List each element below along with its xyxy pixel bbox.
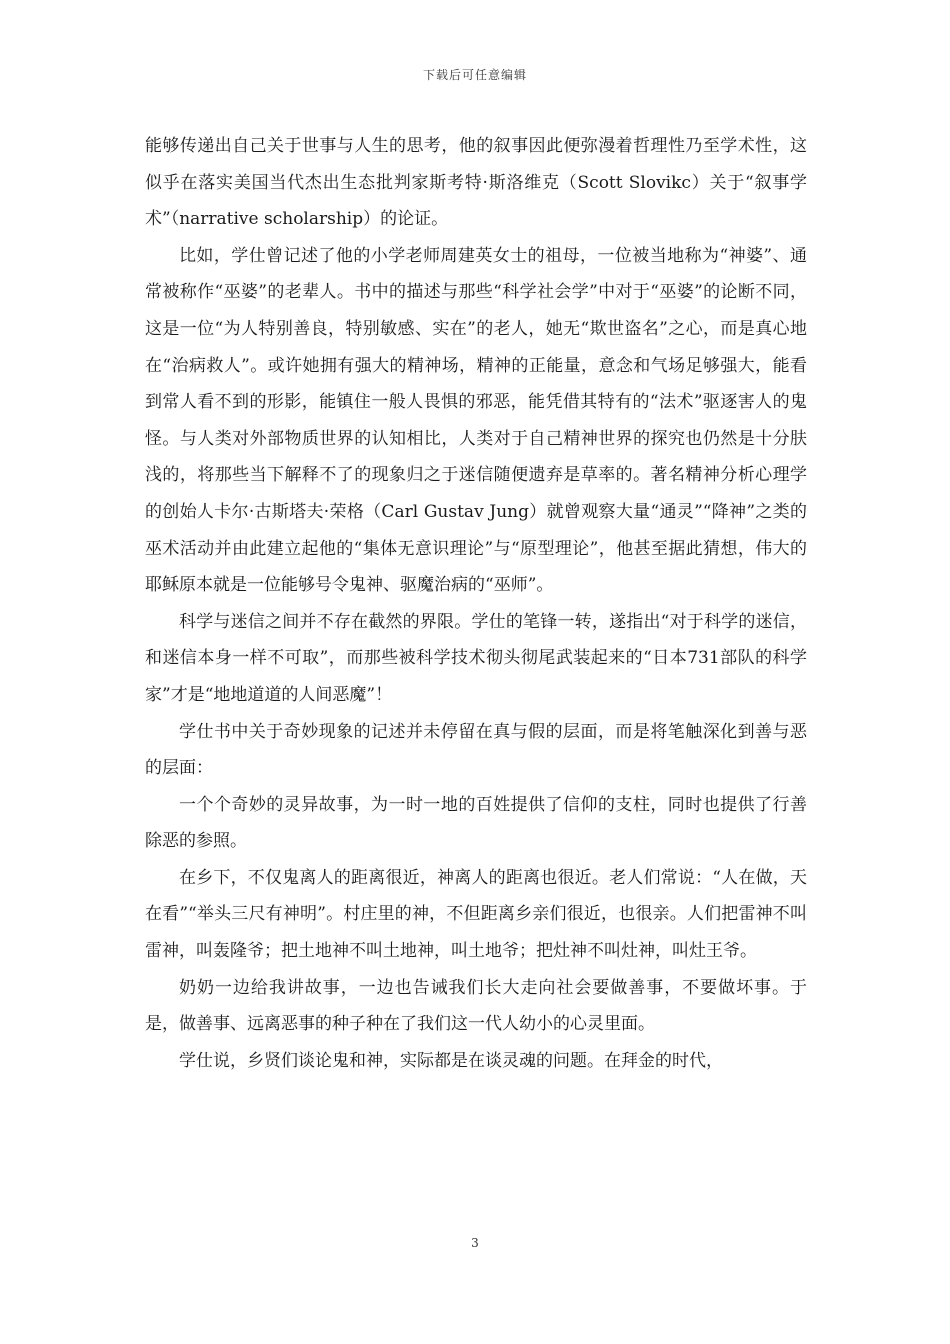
document-body [145,128,807,1079]
paragraph-quote-grandmother: 奶奶一边给我讲故事，一边也告诫我们长大走向社会要做善事，不要做坏事。于是，做善事、远离恶事的种子种在了我们这一代人幼小的心灵里面。 [145,977,807,1035]
paragraph-continuation: 能够传递出自己关于世事与人生的思考，他的叙事因此便弥漫着哲理性乃至学术性，这似乎在落实美国当代杰出生态批判家斯考特·斯洛维克（Scott Slovikc）关于“叙事学术”（narrative scholarship）的论证。 [145,136,807,230]
paragraph-shaman-grandmother: 比如，学仕曾记述了他的小学老师周建英女士的祖母，一位被当地称为“神婆”、通常被称作“巫婆”的老辈人。书中的描述与那些“科学社会学”中对于“巫婆”的论断不同，这是一位“为人特别善良，特别敏感、实在”的老人，她无“欺世盗名”之心，而是真心地在“治病救人”。或许她拥有强大的精神场，精神的正能量，意念和气场足够强大，能看到常人看不到的形影，能镇住一般人畏惧的邪恶，能凭借其特有的“法术”驱逐害人的鬼怪。与人类对外部物质世界的认知相比，人类对于自己精神世界的探究也仍然是十分肤浅的，将那些当下解释不了的现象归之于迷信随便遗弃是草率的。著名精神分析心理学的创始人卡尔·古斯塔夫·荣格（Carl Gustav Jung）就曾观察大量“通灵”“降神”之类的巫术活动并由此建立起他的“集体无意识理论”与“原型理论”，他甚至据此猜想，伟大的耶稣原本就是一位能够号令鬼神、驱魔治病的“巫师”。 [145,245,807,596]
paragraph-quote-stories: 一个个奇妙的灵异故事，为一时一地的百姓提供了信仰的支柱，同时也提供了行善除恶的参照。 [145,794,807,852]
paragraph-soul: 学仕说，乡贤们谈论鬼和神，实际都是在谈灵魂的问题。在拜金的时代， [179,1050,723,1071]
paragraph-good-evil: 学仕书中关于奇妙现象的记述并未停留在真与假的层面，而是将笔触深化到善与恶的层面： [145,721,807,779]
page-header: 下载后可任意编辑 [422,68,527,82]
paragraph-quote-gods: 在乡下，不仅鬼离人的距离很近，神离人的距离也很近。老人们常说：“人在做，天在看”“举头三尺有神明”。村庄里的神，不但距离乡亲们很近，也很亲。人们把雷神不叫雷神，叫轰隆爷；把土地神不叫土地神，叫土地爷；把灶神不叫灶神，叫灶王爷。 [145,867,807,962]
page-number: 3 [471,1236,479,1250]
paragraph-science-superstition: 科学与迷信之间并不存在截然的界限。学仕的笔锋一转，遂指出“对于科学的迷信，和迷信本身一样不可取”，而那些被科学技术彻头彻尾武装起来的“日本731部队的科学家”才是“地地道道的人间恶魔”！ [145,611,807,705]
